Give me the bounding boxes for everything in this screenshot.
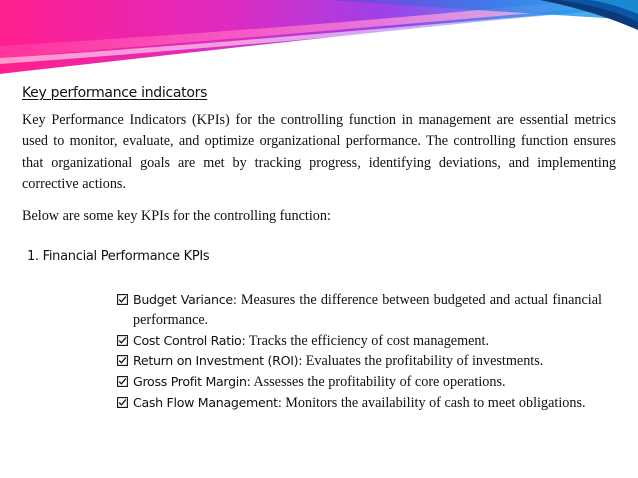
kpi-description: Monitors the availability of cash to meet obligations. bbox=[281, 394, 586, 411]
kpi-description: Tracks the efficiency of cost management. bbox=[245, 332, 490, 349]
checkbox-checked-icon bbox=[117, 294, 128, 305]
kpi-description: Evaluates the profitability of investments. bbox=[302, 353, 544, 370]
kpi-description: Assesses the profitability of core operations. bbox=[250, 374, 506, 391]
kpi-item bbox=[117, 372, 602, 393]
checkbox-checked-icon bbox=[117, 355, 128, 366]
checkbox-checked-icon bbox=[117, 335, 128, 346]
lead-sentence: Below are some key KPIs for the controlling function: bbox=[22, 208, 331, 224]
kpi-term: Gross Profit Margin: bbox=[133, 374, 251, 390]
kpi-term: Cost Control Ratio: bbox=[133, 332, 246, 348]
section-title: 1. Financial Performance KPIs bbox=[27, 249, 210, 264]
kpi-term: Budget Variance: bbox=[133, 292, 237, 307]
kpi-item bbox=[117, 351, 602, 372]
kpi-list bbox=[117, 290, 602, 414]
checkbox-checked-icon bbox=[117, 397, 128, 408]
kpi-term: Return on Investment (ROI): bbox=[133, 353, 303, 369]
kpi-item bbox=[117, 290, 602, 331]
kpi-item bbox=[117, 393, 602, 414]
kpi-term: Cash Flow Management: bbox=[133, 394, 282, 410]
intro-paragraph: Key Performance Indicators (KPIs) for the controlling function in management are essential metrics used to monitor, evaluate, and optimize organizational performance. The controlling function ensures that organizational goals are met by tracking progress, identifying deviations, and implementing corrective actions. bbox=[22, 112, 616, 193]
decorative-banner bbox=[0, 0, 638, 80]
checkbox-checked-icon bbox=[117, 376, 128, 387]
slide-heading: Key performance indicators bbox=[22, 85, 208, 101]
kpi-description: Measures the difference between budgeted and actual financial performance. bbox=[133, 292, 602, 328]
kpi-item bbox=[117, 331, 602, 352]
